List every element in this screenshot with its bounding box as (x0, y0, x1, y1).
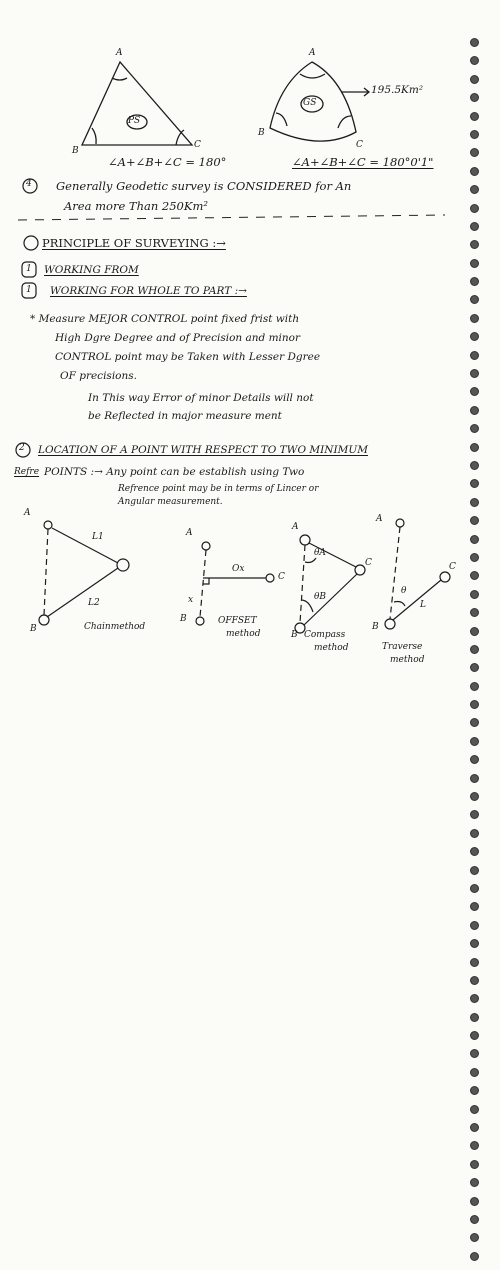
spiral-hole (470, 958, 479, 967)
working-label: WORKING FROM (44, 264, 139, 276)
spiral-hole (470, 1160, 479, 1169)
spiral-hole (470, 1215, 479, 1224)
compass-caption2: method (314, 643, 349, 653)
compass-label-tb: θB (314, 592, 327, 602)
chain-label-b: B (30, 624, 37, 634)
tri1-center: PS (128, 116, 141, 126)
compass-label-c: C (365, 558, 372, 568)
tri1-label-a: A (116, 48, 123, 58)
compass-label-a: A (292, 522, 299, 532)
location-line3: Refrence point may be in terms of Lincer or (118, 484, 319, 494)
spiral-hole (470, 1141, 479, 1150)
chain-label-a: A (24, 508, 31, 518)
tri1-equation: ∠A+∠B+∠C = 180° (108, 155, 227, 169)
point4-num: 4 (26, 179, 32, 189)
spiral-hole (470, 1197, 479, 1206)
spiral-hole (470, 1252, 479, 1261)
working-num: 1 (26, 264, 32, 274)
triangle-plane (82, 62, 192, 145)
circle-roman-2 (24, 236, 38, 250)
offset-label-x: x (188, 595, 194, 605)
location-line2: POINTS :→ Any point can be establish using Two (44, 466, 305, 478)
traverse-label-c: C (449, 562, 456, 572)
tri2-area: 195.5Km² (371, 84, 424, 96)
spiral-hole (470, 1013, 479, 1022)
spiral-hole (470, 847, 479, 856)
spiral-hole (470, 866, 479, 875)
measure-line2: High Dgre Degree and of Precision and minor (55, 332, 301, 344)
tri2-equation: ∠A+∠B+∠C = 180°0'1" (292, 155, 434, 169)
spiral-hole (470, 921, 479, 930)
spiral-hole (470, 810, 479, 819)
offset-label-c: C (278, 572, 285, 582)
offset-caption1: OFFSET (218, 616, 257, 626)
traverse-label-b: B (372, 622, 379, 632)
principle-heading: PRINCIPLE OF SURVEYING :→ (42, 236, 226, 250)
diagram-traverse (385, 519, 450, 629)
diagram-offset (196, 542, 274, 625)
compass-label-ta: θA (314, 548, 326, 558)
measure-line4: OF precisions. (60, 370, 137, 382)
spiral-hole (470, 976, 479, 985)
location-line1: LOCATION OF A POINT WITH RESPECT TO TWO MINIMUM (38, 444, 368, 456)
spiral-hole (470, 1105, 479, 1114)
measure-line3: CONTROL point may be Taken with Lesser Dgree (55, 351, 321, 363)
chain-label-l2: L2 (88, 598, 100, 608)
tri1-label-c: C (194, 140, 201, 150)
whole-num: 1 (26, 285, 32, 295)
measure-line6: be Reflected in major measure ment (88, 410, 282, 422)
offset-label-b: B (180, 614, 187, 624)
tri2-label-b: B (258, 128, 265, 138)
measure-line1: * Measure MEJOR CONTROL point fixed frist with (30, 313, 300, 325)
spiral-hole (470, 902, 479, 911)
diagram-compass (295, 535, 365, 633)
spiral-hole (470, 1068, 479, 1077)
traverse-label-l: L (420, 600, 426, 610)
tri2-label-c: C (356, 140, 363, 150)
spiral-hole (470, 774, 479, 783)
spiral-hole (470, 718, 479, 727)
spiral-hole (470, 1123, 479, 1132)
traverse-caption2: method (390, 655, 425, 665)
offset-label-a: A (186, 528, 193, 538)
diagram-chain (39, 521, 129, 625)
traverse-caption1: Traverse (382, 642, 423, 652)
point4-line2: Area more Than 250Km² (64, 199, 208, 213)
compass-label-b: B (291, 630, 298, 640)
triangle-spherical (270, 62, 369, 141)
spiral-hole (470, 1233, 479, 1242)
location-line4: Angular measurement. (118, 497, 223, 507)
spiral-hole (470, 829, 479, 838)
spiral-hole (470, 994, 479, 1003)
dashed-divider (18, 215, 445, 220)
measure-line5: In This way Error of minor Details will not (88, 392, 314, 404)
compass-caption1: Compass (304, 630, 346, 640)
offset-label-ox: Ox (232, 564, 245, 574)
spiral-hole (470, 1031, 479, 1040)
spiral-hole (470, 755, 479, 764)
spiral-hole (470, 939, 479, 948)
spiral-hole (470, 1049, 479, 1058)
spiral-hole (470, 1178, 479, 1187)
offset-caption2: method (226, 629, 261, 639)
chain-caption: Chainmethod (84, 622, 146, 632)
tri2-label-a: A (309, 48, 316, 58)
tri2-center: GS (303, 98, 317, 108)
location-num: 2 (19, 443, 25, 453)
spiral-hole (470, 884, 479, 893)
location-prefix: Refre (14, 467, 40, 477)
tri1-label-b: B (72, 146, 79, 156)
traverse-label-a: A (376, 514, 383, 524)
spiral-hole (470, 1086, 479, 1095)
point4-line1: Generally Geodetic survey is CONSIDERED for An (56, 179, 352, 193)
whole-label: WORKING FOR WHOLE TO PART :→ (50, 285, 247, 297)
spiral-hole (470, 792, 479, 801)
chain-label-l1: L1 (92, 532, 104, 542)
traverse-label-theta: θ (401, 586, 407, 596)
spiral-hole (470, 737, 479, 746)
